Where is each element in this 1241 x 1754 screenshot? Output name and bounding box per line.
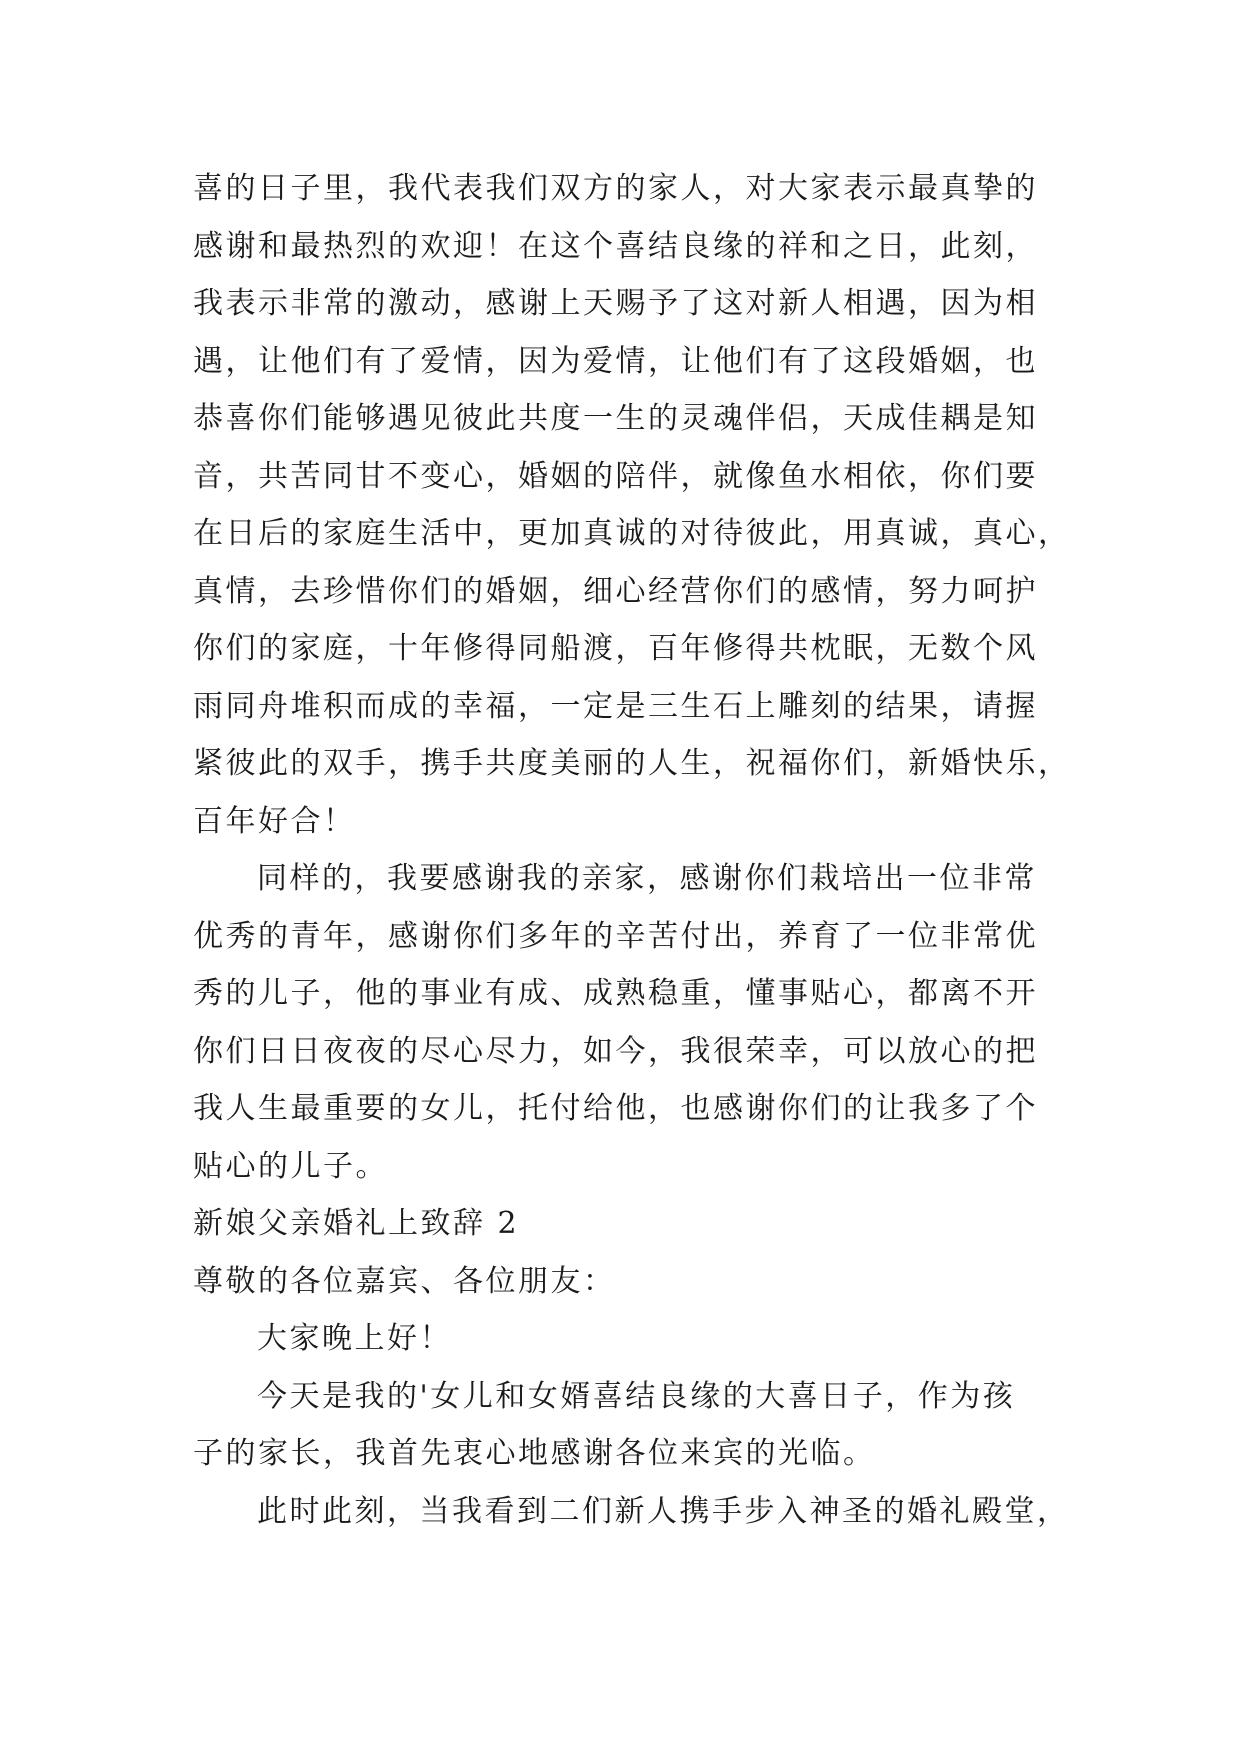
text-line: 大家晚上好！ xyxy=(257,1321,452,1356)
text-line: 今天是我的'女儿和女婿喜结良缘的大喜日子，作为孩 xyxy=(257,1378,1016,1414)
text-line: 此时此刻，当我看到二们新人携手步入神圣的婚礼殿堂， xyxy=(257,1493,1070,1529)
text-line: 百年好合！ xyxy=(193,803,356,839)
text-line: 我表示非常的激动，感谢上天赐予了这对新人相遇，因为相 xyxy=(193,286,1038,321)
text-line: 新娘父亲婚礼上致辞 2 xyxy=(193,1206,520,1241)
text-line: 贴心的儿子。 xyxy=(193,1148,388,1184)
text-line: 你们的家庭，十年修得同船渡，百年修得共枕眠，无数个风 xyxy=(193,631,1038,666)
text-line: 感谢和最热烈的欢迎！在这个喜结良缘的祥和之日，此刻， xyxy=(193,228,1038,264)
text-line: 在日后的家庭生活中，更加真诚的对待彼此，用真诚，真心， xyxy=(193,516,1071,551)
text-line: 紧彼此的双手，携手共度美丽的人生，祝福你们，新婚快乐， xyxy=(193,746,1071,781)
text-line: 喜的日子里，我代表我们双方的家人，对大家表示最真挚的 xyxy=(193,171,1038,206)
text-line: 同样的，我要感谢我的亲家，感谢你们栽培出一位非常 xyxy=(257,861,1037,896)
document-body xyxy=(193,160,1073,1540)
text-line: 我人生最重要的女儿，托付给他，也感谢你们的让我多了个 xyxy=(193,1091,1038,1126)
text-line: 遇，让他们有了爱情，因为爱情，让他们有了这段婚姻，也 xyxy=(193,343,1038,379)
text-line: 你们日日夜夜的尽心尽力，如今，我很荣幸，可以放心的把 xyxy=(193,1033,1038,1069)
text-line: 音，共苦同甘不变心，婚姻的陪伴，就像鱼水相依，你们要 xyxy=(193,458,1038,494)
text-line: 子的家长，我首先衷心地感谢各位来宾的光临。 xyxy=(193,1436,876,1471)
text-line: 秀的儿子，他的事业有成、成熟稳重，懂事贴心，都离不开 xyxy=(193,976,1038,1011)
text-line: 尊敬的各位嘉宾、各位朋友： xyxy=(193,1263,616,1299)
text-line: 雨同舟堆积而成的幸福，一定是三生石上雕刻的结果，请握 xyxy=(193,688,1038,724)
text-line: 优秀的青年，感谢你们多年的辛苦付出，养育了一位非常优 xyxy=(193,918,1038,954)
text-line: 真情，去珍惜你们的婚姻，细心经营你们的感情，努力呵护 xyxy=(193,573,1038,609)
text-line: 恭喜你们能够遇见彼此共度一生的灵魂伴侣，天成佳耦是知 xyxy=(193,401,1038,436)
